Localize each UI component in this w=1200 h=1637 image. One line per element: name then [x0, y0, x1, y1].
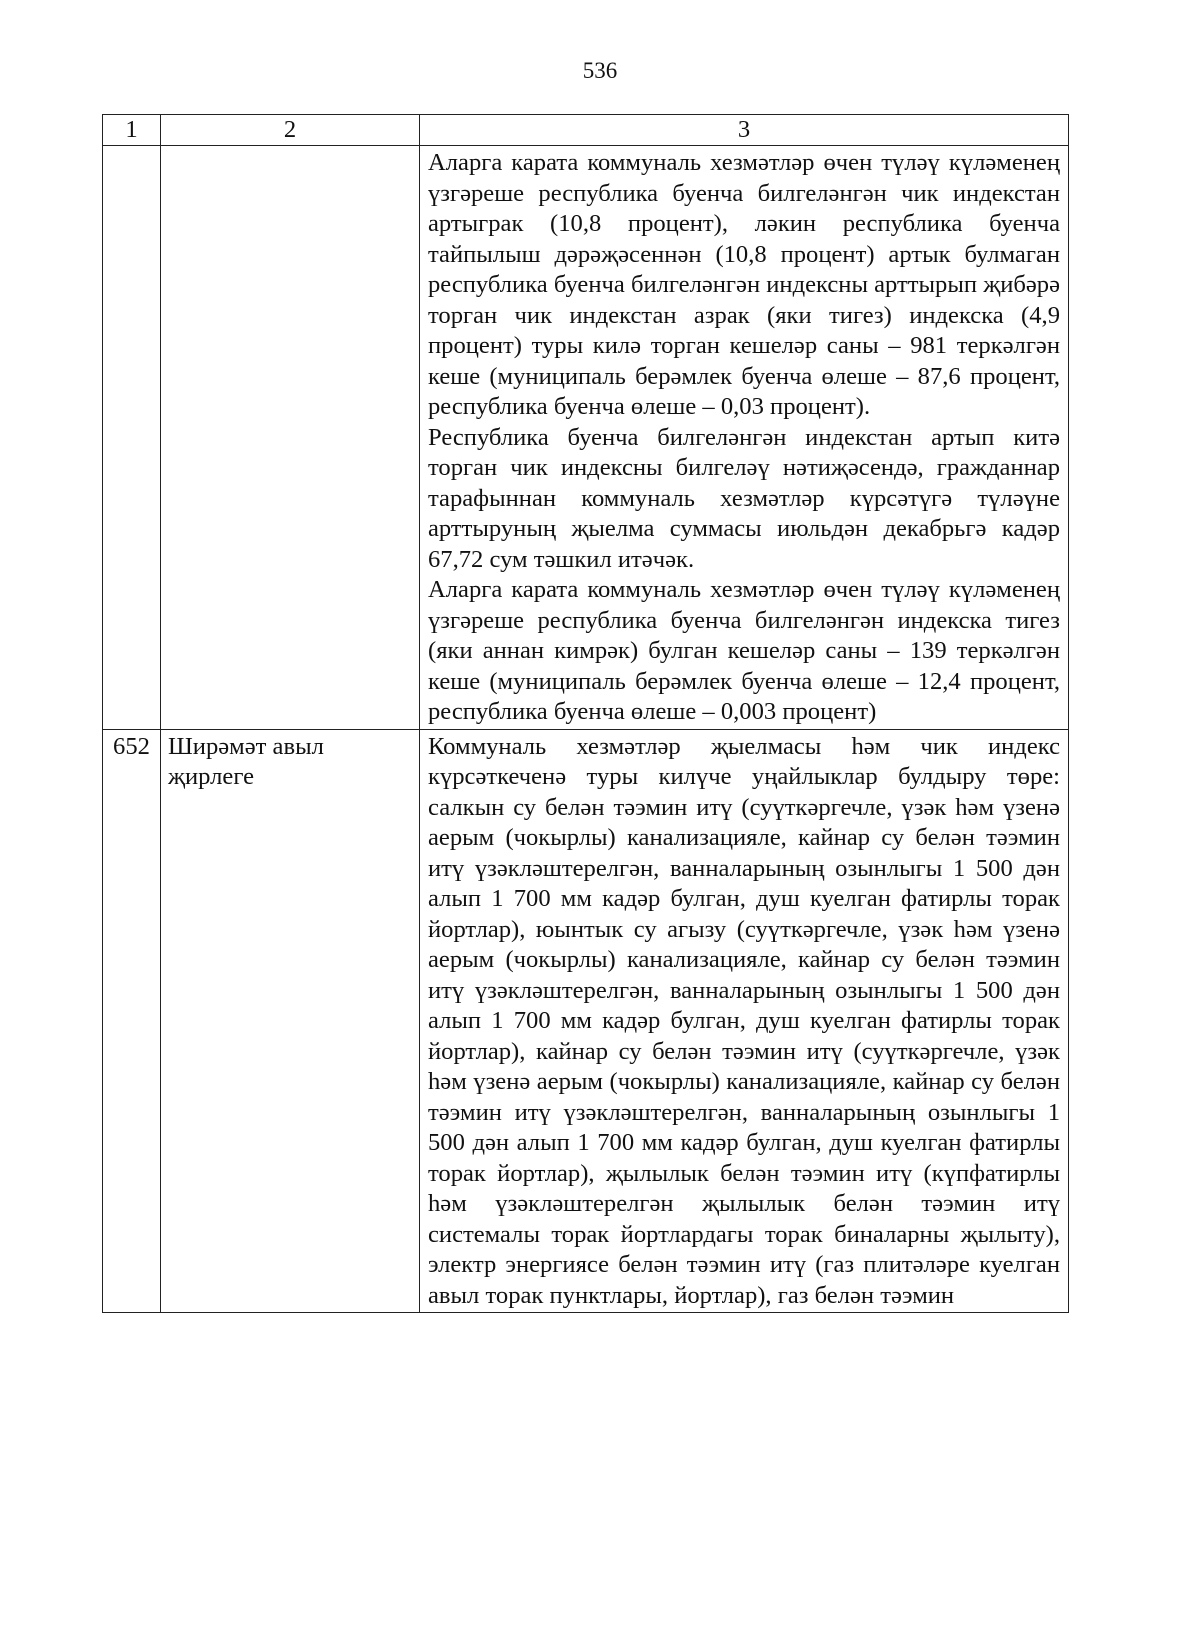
table-header-row	[103, 115, 1069, 146]
description-paragraph: Аларга карата коммуналь хезмәтләр өчен түләү күләменең үзгәреше республика буенча билгеләнгән чик индекстан артыграк (10,8 процент), ләкин республика буенча тайпылыш дәрәҗәсеннән (10,8 процент) артык булмаган республика буенча билгеләнгән индексны арттырып җибәрә торган чик индекстан азрак (яки тигез) индекска (4,9 процент) туры килә торган кешеләр саны – 981 теркәлгән кеше (муниципаль берәмлек буенча өлеше – 87,6 процент, республика буенча өлеше – 0,03 процент).	[428, 149, 1060, 420]
data-table	[102, 114, 1069, 1313]
column-header-3: 3	[420, 115, 1069, 146]
description-cell	[420, 729, 1069, 1313]
description-paragraph: Аларга карата коммуналь хезмәтләр өчен түләү күләменең үзгәреше республика буенча билгеләнгән индекска тигез (яки аннан кимрәк) булган кешеләр саны – 139 теркәлгән кеше (муниципаль берәмлек буенча өлеше – 12,4 процент, республика буенча өлеше – 0,003 процент)	[428, 576, 1060, 725]
table-row-continuation	[103, 146, 1069, 730]
settlement-name-cell: Ширәмәт авыл җирлеге	[161, 729, 420, 1313]
column-header-2: 2	[161, 115, 420, 146]
description-paragraph: Республика буенча билгеләнгән индекстан артып китә торган чик индексны билгеләү нәтиҗәсендә, гражданнар тарафыннан коммуналь хезмәтләр күрсәтүгә түләүне арттыруның җыелма суммасы июльдән декабрьгә кадәр 67,72 сум тәшкил итәчәк.	[428, 423, 1060, 573]
column-header-1: 1	[103, 115, 161, 146]
settlement-name-cell	[161, 146, 420, 730]
table-row-652	[103, 729, 1069, 1313]
row-number-cell	[103, 146, 161, 730]
row-number-cell: 652	[103, 729, 161, 1313]
description-cell	[420, 146, 1069, 730]
description-paragraph: Коммуналь хезмәтләр җыелмасы һәм чик индекс күрсәткеченә туры килүче уңайлыклар булдыру төре: салкын су белән тәэмин итү (суүткәргечле, үзәк һәм үзенә аерым (чокырлы) канализацияле, кайнар су белән тәэмин итү үзәкләштерелгән, ванналарының озынлыгы 1 500 дән алып 1 700 мм кадәр булган, душ куелган фатирлы торак йортлар), юынтык су агызу (суүткәргечле, үзәк һәм үзенә аерым (чокырлы) канализацияле, кайнар су белән тәэмин итү үзәкләштерелгән, ванналарының озынлыгы 1 500 дән алып 1 700 мм кадәр булган, душ куелган фатирлы торак йортлар), кайнар су белән тәэмин итү (суүткәргечле, үзәк һәм үзенә аерым (чокырлы) канализацияле, кайнар су белән тәэмин итү үзәкләштерелгән, ванналарының озынлыгы 1 500 дән алып 1 700 мм кадәр булган, душ куелган фатирлы торак йортлар), җылылык белән тәэмин итү (күпфатирлы һәм үзәкләштерелгән җылылык белән тәэмин итү системалы торак йортлардагы торак биналарны җылыту), электр энергиясе белән тәэмин итү (газ плитәләре куелган авыл торак пунктлары, йортлар), газ белән тәэмин	[428, 732, 1060, 1309]
page-number: 536	[582, 58, 618, 83]
